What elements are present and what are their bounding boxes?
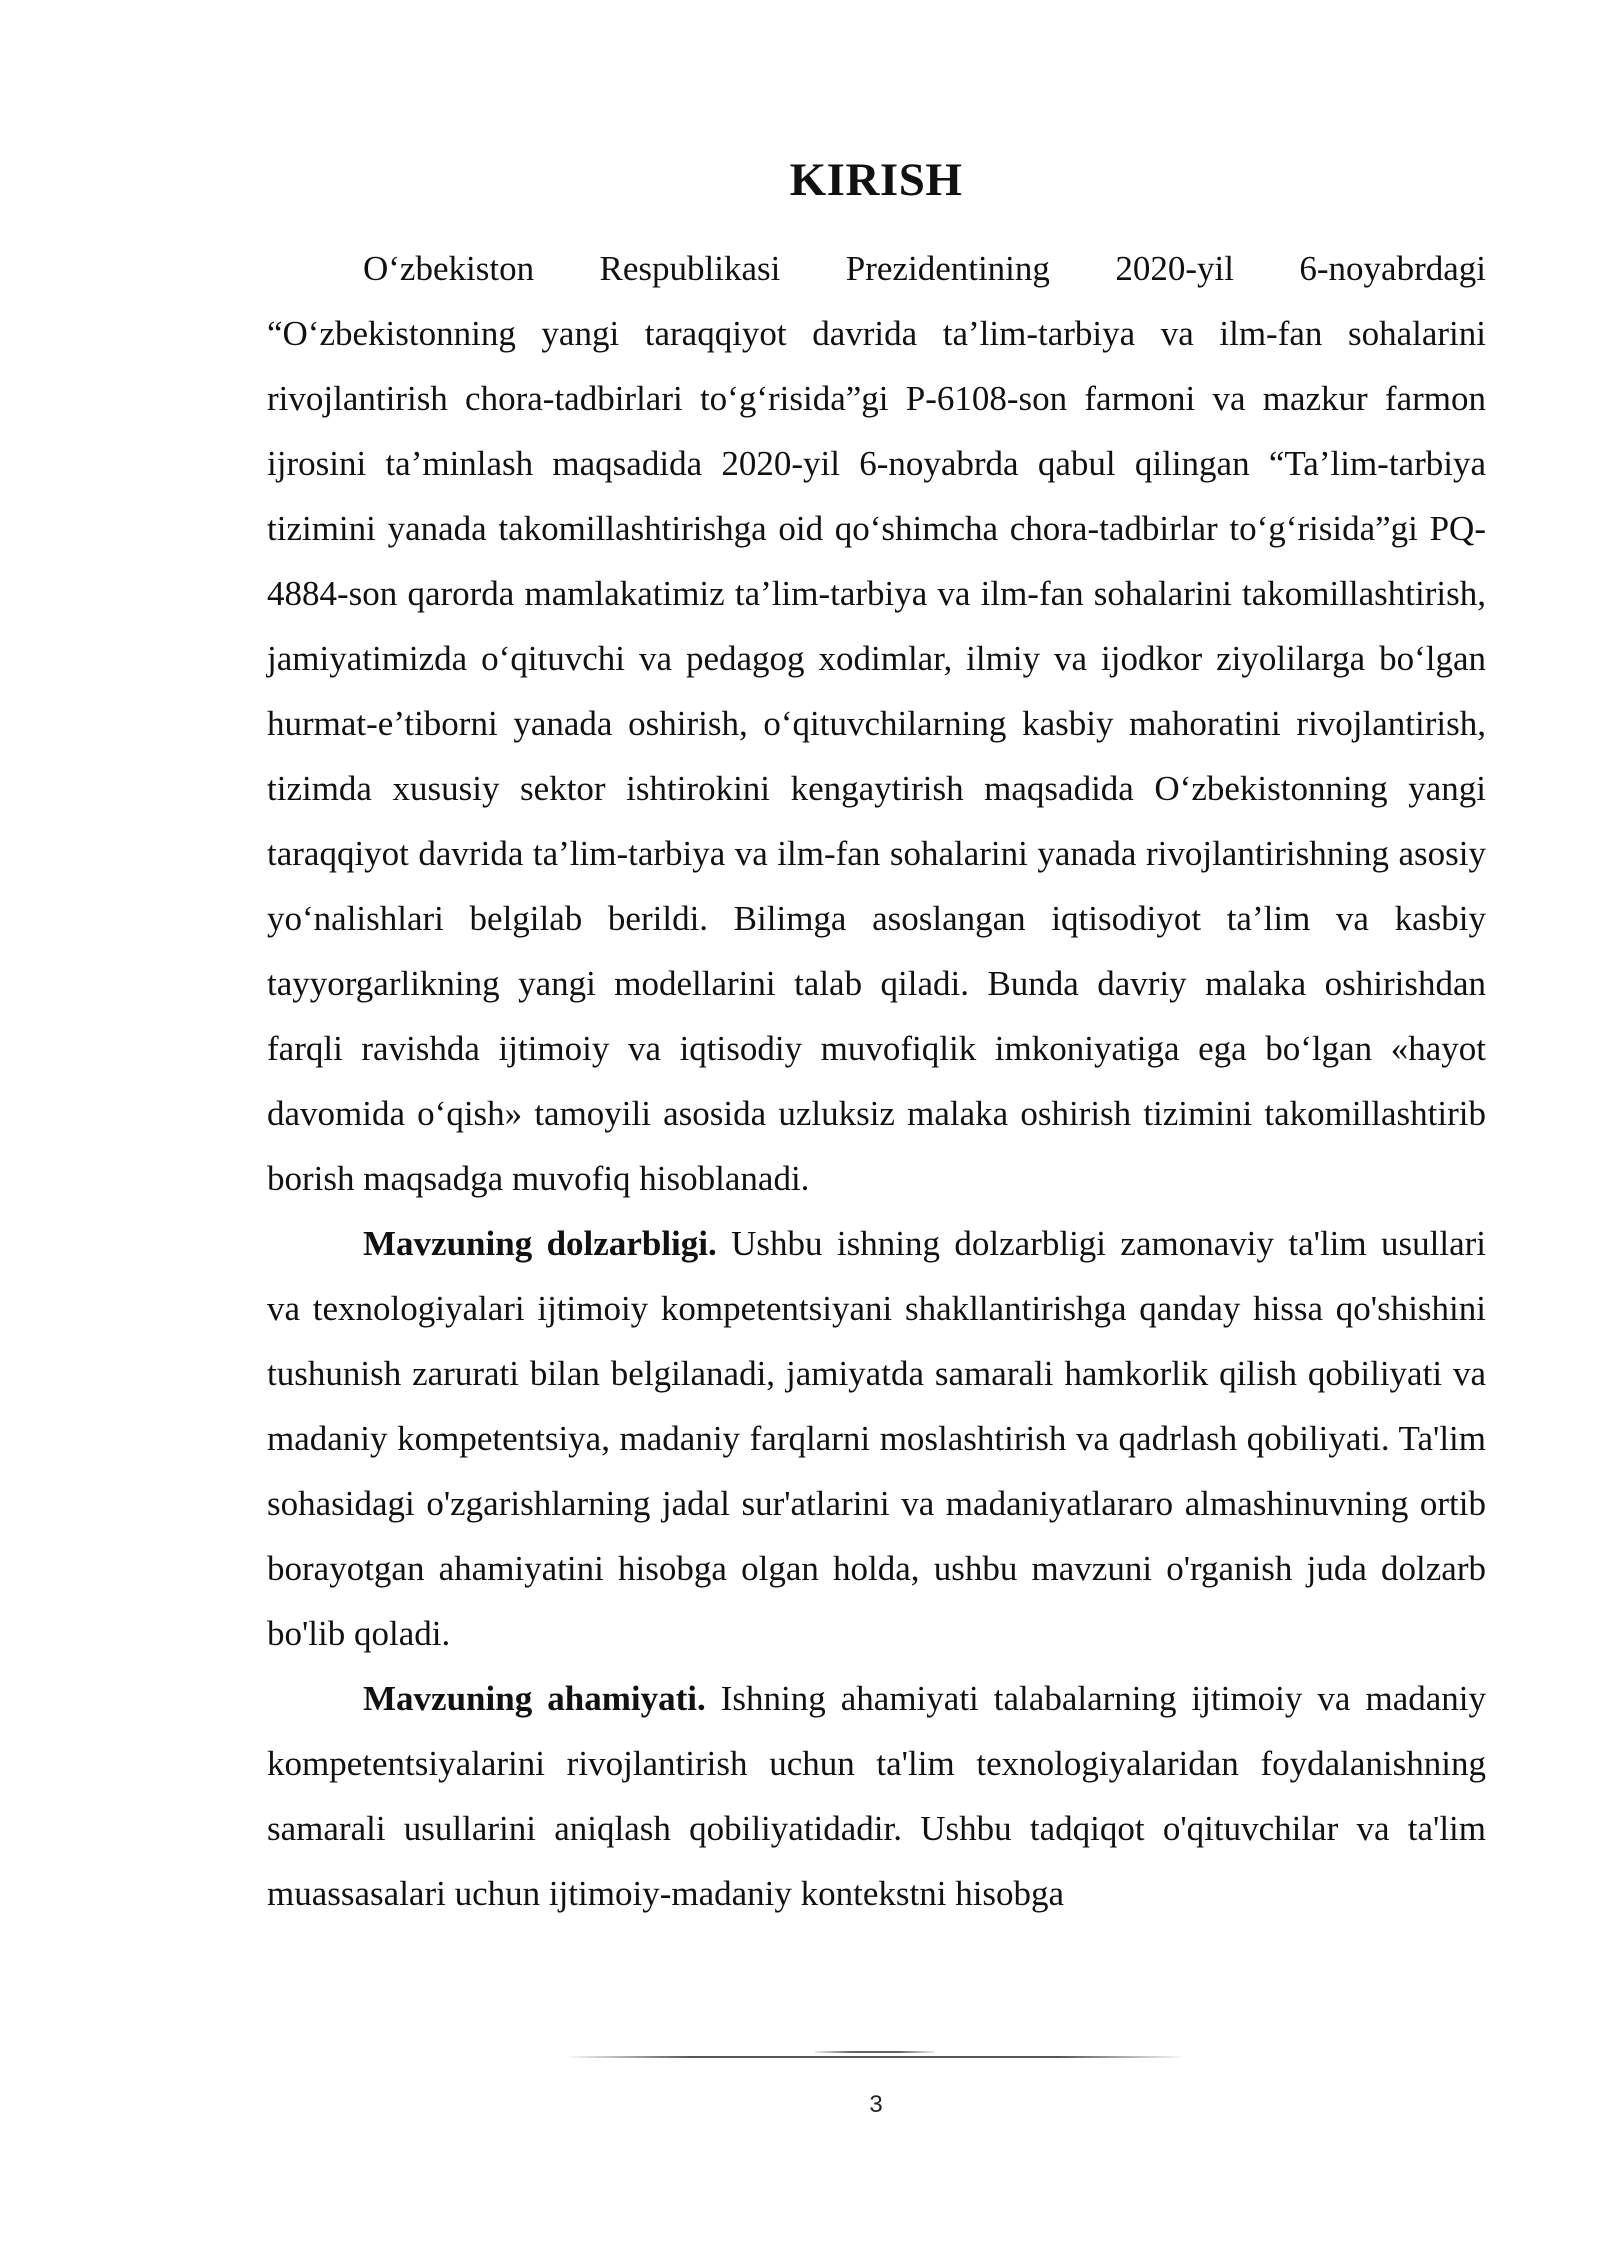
significance-paragraph: [267, 1666, 1486, 1926]
paragraph-lead: Mavzuning dolzarbligi.: [363, 1224, 732, 1263]
relevance-paragraph: [267, 1211, 1486, 1666]
paragraph-text: O‘zbekiston Respublikasi Prezidentining 2020-yil 6-noyabrdagi “O‘zbekistonning yangi taraqqiyot davrida ta’lim-tarbiya va ilm-fan sohalarini rivojlantirish chora-tadbirlari to‘g‘risida”gi P-6108-son farmoni va mazkur farmon ijrosini ta’minlash maqsadida 2020-yil 6-noyabrda qabul qilingan “Ta’lim-tarbiya tizimini yanada takomillashtirishga oid qo‘shimcha chora-tadbirlar to‘g‘risida”gi PQ-4884-son qarorda mamlakatimiz ta’lim-tarbiya va ilm-fan sohalarini takomillashtirish, jamiyatimizda o‘qituvchi va pedagog xodimlar, ilmiy va ijodkor ziyolilarga bo‘lgan hurmat-e’tiborni yanada oshirish, o‘qituvchilarning kasbiy mahoratini rivojlantirish, tizimda xususiy sektor ishtirokini kengaytirish maqsadida O‘zbekistonning yangi taraqqiyot davrida ta’lim-tarbiya va ilm-fan sohalarini yanada rivojlantirishning asosiy yo‘nalishlari belgilab berildi. Bilimga asoslangan iqtisodiyot ta’lim va kasbiy tayyorgarlikning yangi modellarini talab qiladi. Bunda davriy malaka oshirishdan farqli ravishda ijtimoiy va iqtisodiy muvofiqlik imkoniyatiga ega bo‘lgan «hayot davomida o‘qish» tamoyili asosida uzluksiz malaka oshirish tizimini takomillashtirib borish maqsadga muvofiq hisoblanadi.: [267, 249, 1486, 1198]
page-title: KIRISH: [789, 154, 963, 206]
paragraph-lead: Mavzuning ahamiyati.: [363, 1679, 721, 1718]
page-number: 3: [869, 2091, 883, 2118]
footer-divider-line: [570, 2056, 1180, 2058]
footer-divider: [570, 2050, 1180, 2062]
paragraph-text: Ishning ahamiyati talabalarning ijtimoiy va madaniy kompetentsiyalarini rivojlantirish uchun ta'lim texnologiyalaridan foydalanishning samarali usullarini aniqlash qobiliyatidadir. Ushbu tadqiqot o'qituvchilar va ta'lim muassasalari uchun ijtimoiy-madaniy kontekstni hisobga: [267, 1679, 1486, 1913]
document-body: [267, 236, 1486, 1926]
intro-paragraph: [267, 236, 1486, 1211]
footer-divider-accent: [815, 2051, 935, 2053]
paragraph-text: Ushbu ishning dolzarbligi zamonaviy ta'lim usullari va texnologiyalari ijtimoiy kompetentsiyani shakllantirishga qanday hissa qo'shishini tushunish zarurati bilan belgilanadi, jamiyatda samarali hamkorlik qilish qobiliyati va madaniy kompetentsiya, madaniy farqlarni moslashtirish va qadrlash qobiliyati. Ta'lim sohasidagi o'zgarishlarning jadal sur'atlarini va madaniyatlararo almashinuvning ortib borayotgan ahamiyatini hisobga olgan holda, ushbu mavzuni o'rganish juda dolzarb bo'lib qoladi.: [267, 1224, 1486, 1653]
